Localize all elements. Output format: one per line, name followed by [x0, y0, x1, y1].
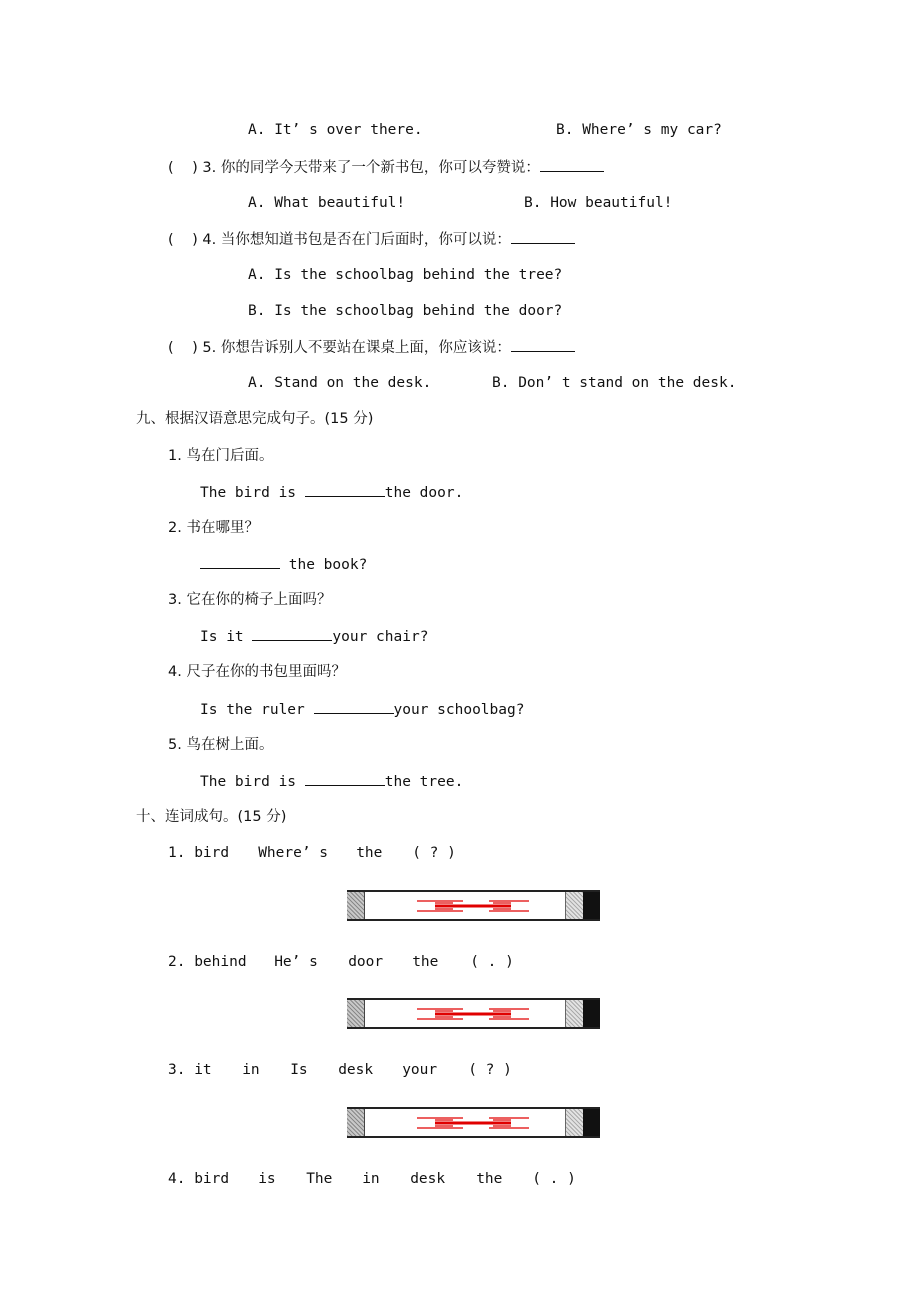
scrambled-word: ( ? ) [468, 1062, 512, 1078]
sentence-start: Is the ruler [200, 702, 314, 718]
p9-item-4-cn: 4. 尺子在你的书包里面吗？ [168, 664, 346, 680]
q4-option-a: A. Is the schoolbag behind the tree? [248, 267, 563, 283]
scrambled-word: The [306, 1171, 333, 1187]
box-left-bevel [347, 1109, 365, 1136]
scrambled-word: it [194, 1062, 212, 1078]
question-text: 3. 你的同学今天带来了一个新书包，你可以夸赞说： [202, 160, 540, 176]
item-number: 3. [168, 1062, 186, 1078]
sentence-end: your chair? [332, 629, 429, 645]
answer-blank[interactable] [540, 157, 604, 172]
sentence-end: the tree. [384, 774, 464, 790]
p9-item-2-en [200, 554, 367, 575]
answer-blank[interactable] [200, 554, 280, 569]
question-text: 4. 当你想知道书包是否在门后面时，你可以说： [202, 232, 511, 248]
q5-option-b: B. Don’ t stand on the desk. [492, 375, 737, 391]
answer-input-box[interactable] [347, 1107, 600, 1138]
q4-option-b: B. Is the schoolbag behind the door? [248, 303, 563, 319]
scrambled-word: ( . ) [532, 1171, 576, 1187]
p9-item-5-en [200, 771, 463, 792]
answer-line-marker-icon [417, 1005, 537, 1023]
box-right-edge [583, 892, 600, 919]
sentence-start: The bird is [200, 485, 305, 501]
p9-item-4-en [200, 699, 524, 720]
answer-blank[interactable] [305, 482, 385, 497]
scrambled-word: the [476, 1171, 503, 1187]
scrambled-word: door [348, 954, 384, 970]
scrambled-word: ( ? ) [412, 845, 456, 861]
p10-item-1 [168, 843, 456, 863]
scrambled-word: desk [410, 1171, 446, 1187]
q2-option-a: A. It’ s over there. [248, 122, 423, 138]
sentence-end: the book? [280, 557, 368, 573]
answer-paren: ( ) [168, 160, 198, 176]
answer-blank[interactable] [305, 771, 385, 786]
answer-blank[interactable] [314, 699, 394, 714]
box-left-bevel [347, 1000, 365, 1027]
scrambled-word: Is [290, 1062, 308, 1078]
scrambled-word: behind [194, 954, 247, 970]
answer-paren: ( ) [168, 232, 198, 248]
item-number: 4. [168, 1171, 186, 1187]
scrambled-word: desk [338, 1062, 374, 1078]
q3-option-a: A. What beautiful! [248, 195, 406, 211]
p10-item-2 [168, 952, 514, 972]
answer-input-box[interactable] [347, 890, 600, 921]
question-text: 5. 你想告诉别人不要站在课桌上面，你应该说： [202, 340, 511, 356]
sentence-end: your schoolbag? [393, 702, 525, 718]
question-5 [168, 337, 575, 358]
item-number: 2. [168, 954, 186, 970]
answer-line-marker-icon [417, 897, 537, 915]
p9-item-1-cn: 1. 鸟在门后面。 [168, 448, 274, 464]
question-3 [168, 157, 604, 178]
section-9-heading: 九、根据汉语意思完成句子。(15 分) [136, 411, 374, 427]
p9-item-3-en [200, 626, 428, 647]
section-10-heading: 十、连词成句。(15 分) [136, 809, 287, 825]
scrambled-word: in [362, 1171, 380, 1187]
scrambled-word: He’ s [274, 954, 318, 970]
scrambled-word: in [242, 1062, 260, 1078]
box-right-edge [583, 1109, 600, 1136]
p9-item-2-cn: 2. 书在哪里？ [168, 520, 259, 536]
scrambled-word: the [356, 845, 383, 861]
p10-item-4 [168, 1169, 576, 1189]
scrambled-word: bird [194, 1171, 230, 1187]
box-right-bevel [565, 1000, 583, 1027]
q5-option-a: A. Stand on the desk. [248, 375, 432, 391]
scrambled-word: the [412, 954, 439, 970]
item-number: 1. [168, 845, 186, 861]
sentence-start: The bird is [200, 774, 305, 790]
answer-paren: ( ) [168, 340, 198, 356]
box-right-edge [583, 1000, 600, 1027]
sentence-end: the door. [384, 485, 464, 501]
p9-item-1-en [200, 482, 463, 503]
answer-line-marker-icon [417, 1114, 537, 1132]
p10-item-3 [168, 1060, 512, 1080]
scrambled-word: your [402, 1062, 438, 1078]
box-right-bevel [565, 1109, 583, 1136]
sentence-start: Is it [200, 629, 253, 645]
box-right-bevel [565, 892, 583, 919]
scrambled-word: ( . ) [470, 954, 514, 970]
box-left-bevel [347, 892, 365, 919]
answer-blank[interactable] [252, 626, 332, 641]
p9-item-3-cn: 3. 它在你的椅子上面吗？ [168, 592, 332, 608]
answer-blank[interactable] [511, 229, 575, 244]
scrambled-word: Where’ s [258, 845, 329, 861]
answer-blank[interactable] [511, 337, 575, 352]
q2-option-b: B. Where’ s my car? [556, 122, 722, 138]
question-4 [168, 229, 575, 250]
answer-input-box[interactable] [347, 998, 600, 1029]
p9-item-5-cn: 5. 鸟在树上面。 [168, 737, 274, 753]
scrambled-word: bird [194, 845, 230, 861]
scrambled-word: is [258, 1171, 276, 1187]
q3-option-b: B. How beautiful! [524, 195, 673, 211]
